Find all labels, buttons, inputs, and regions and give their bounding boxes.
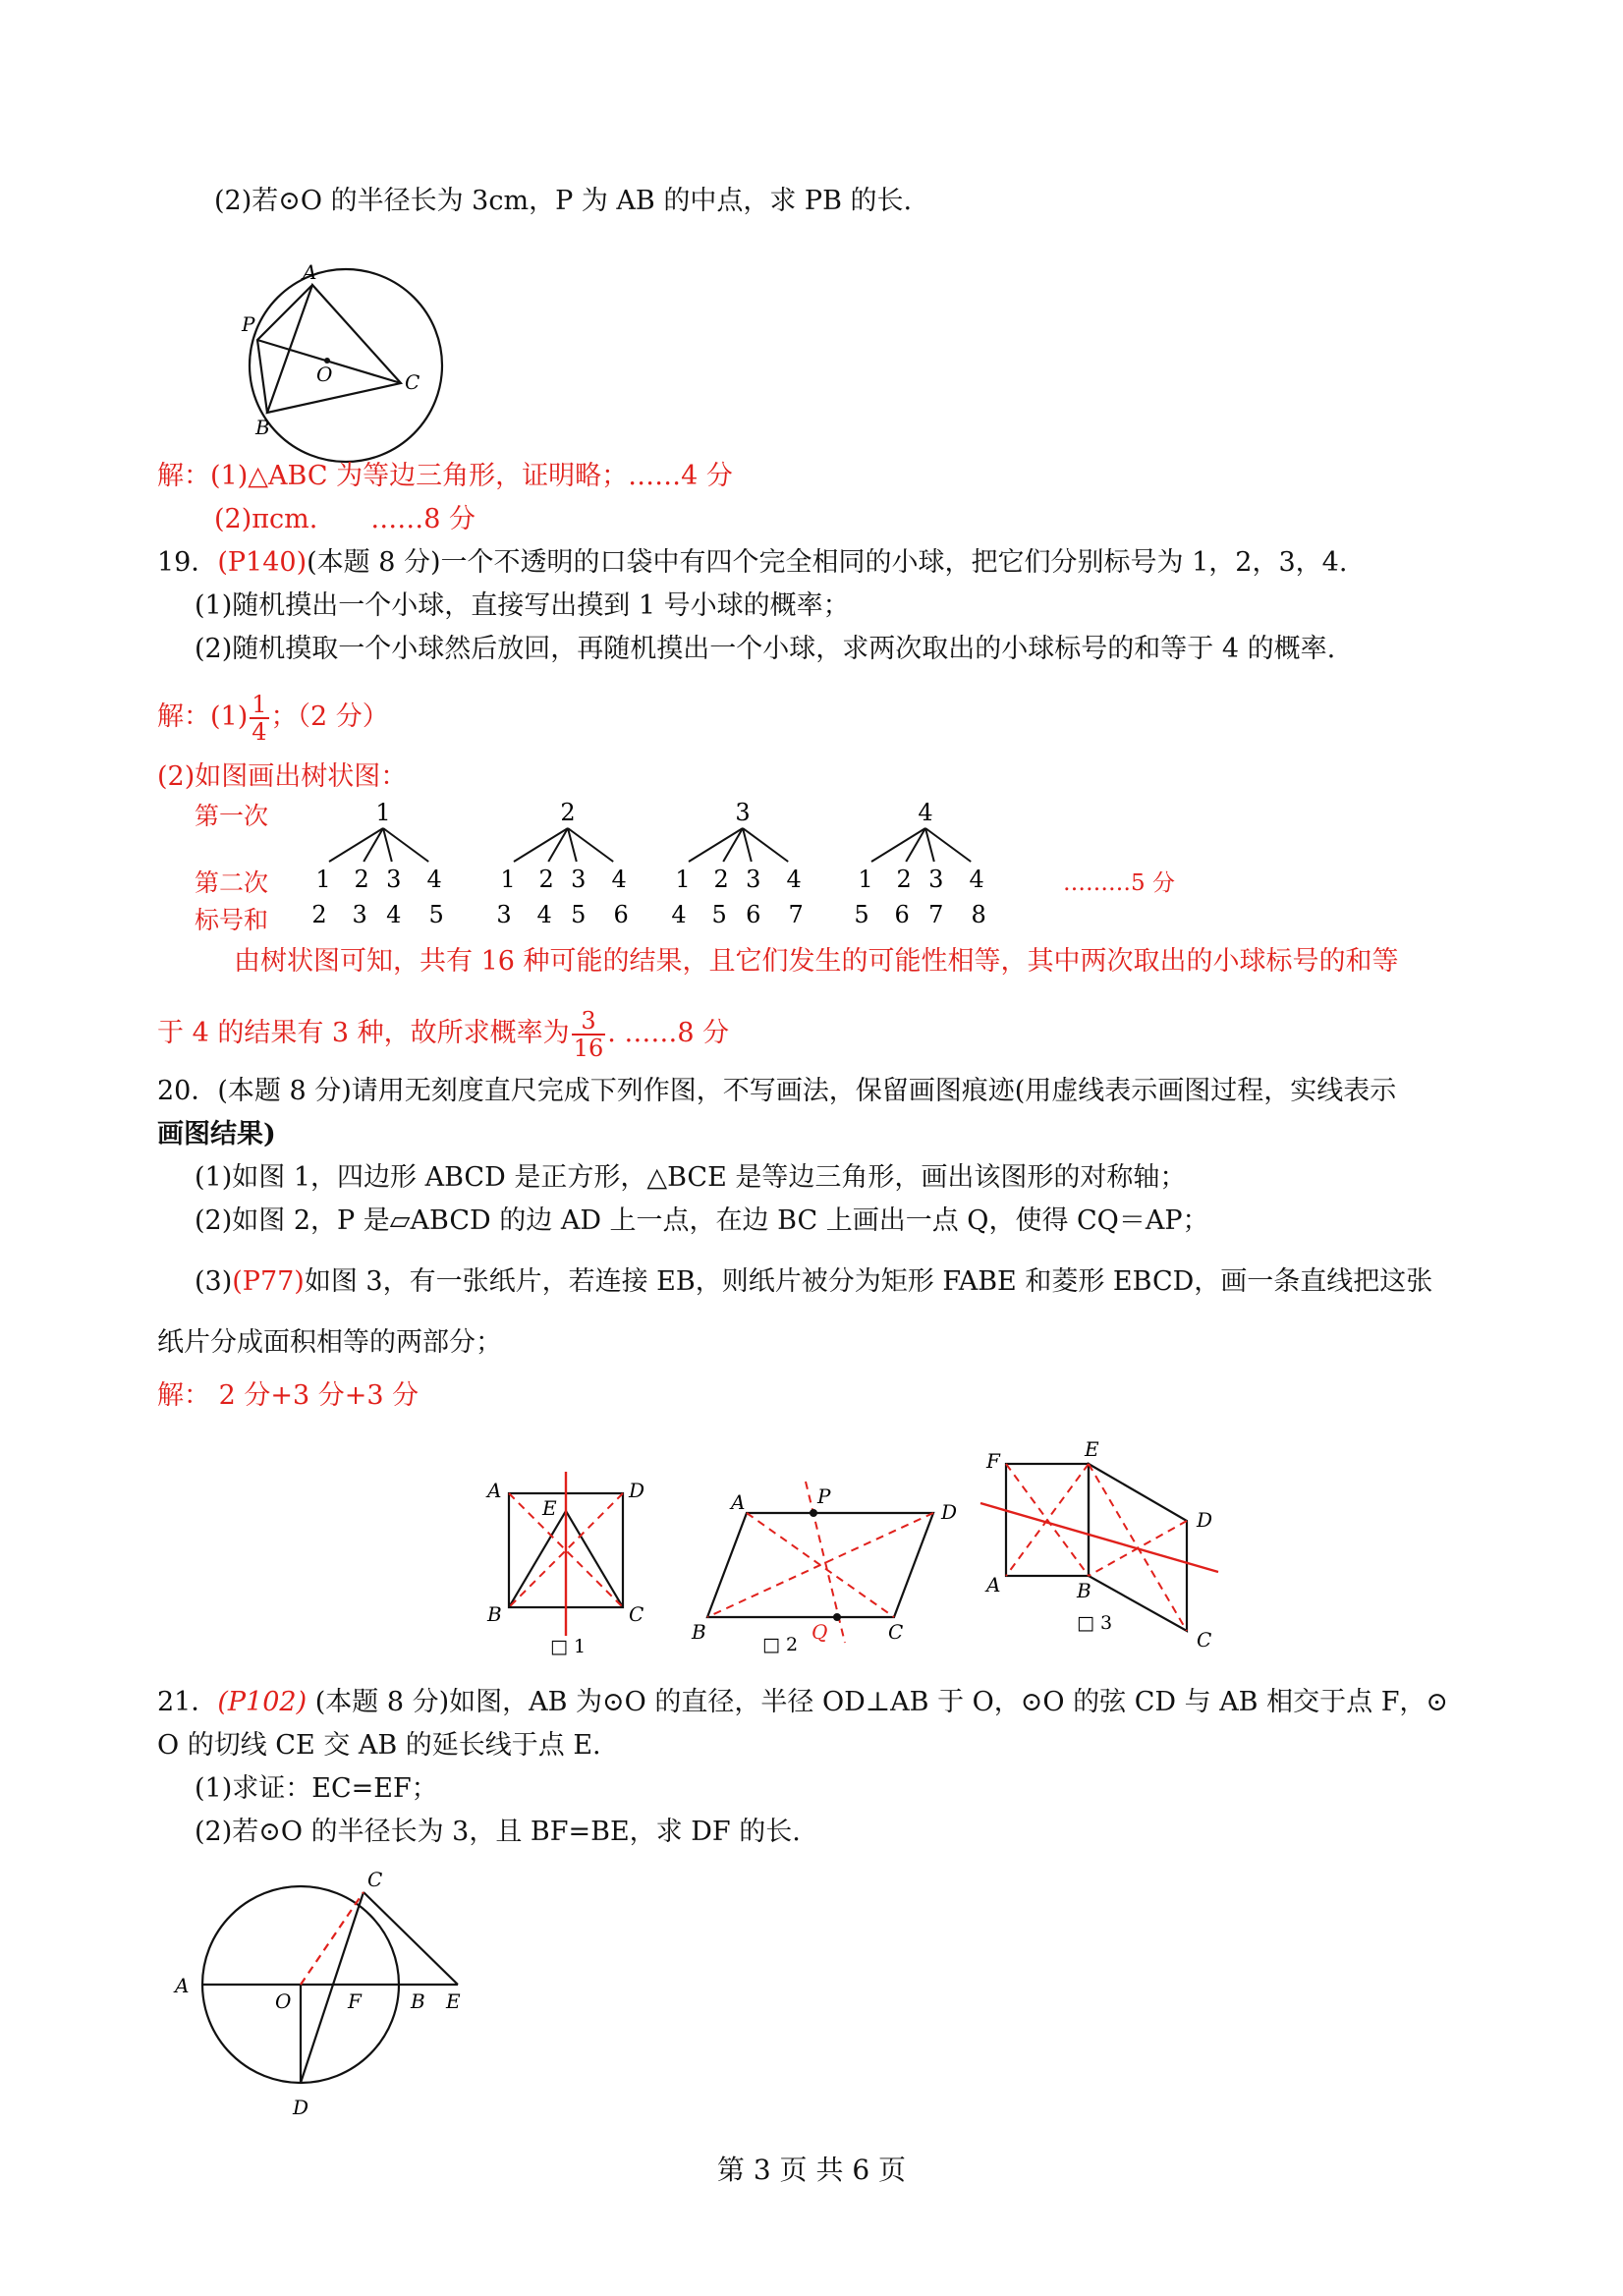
tree-sum-node: 3 bbox=[496, 901, 512, 928]
tree-second-node: 3 bbox=[746, 866, 761, 893]
q21-figure bbox=[167, 1867, 491, 2132]
tree-first-node: 2 bbox=[560, 799, 576, 826]
fig2-label-b: B bbox=[692, 1620, 706, 1644]
page-footer: 第 3 页 共 6 页 bbox=[716, 2154, 907, 2186]
q18-answer-2: (2)πcm. ……8 分 bbox=[214, 504, 476, 534]
tree-sum-node: 7 bbox=[788, 901, 804, 928]
tree-first-node: 3 bbox=[735, 799, 751, 826]
q21-label-a: A bbox=[175, 1974, 190, 1997]
q20-part1: (1)如图 1，四边形 ABCD 是正方形，△BCE 是等边三角形，画出该图形的对称轴； bbox=[195, 1162, 1187, 1193]
fig1-label-e: E bbox=[542, 1496, 557, 1520]
tree-branch bbox=[329, 828, 383, 862]
tree-second-node: 3 bbox=[928, 866, 944, 893]
tree-sum-node: 4 bbox=[671, 901, 687, 928]
q19-ans2-intro: (2)如图画出树状图： bbox=[157, 761, 408, 792]
fig2-label-c: C bbox=[888, 1620, 904, 1644]
tree-sum-node: 3 bbox=[352, 901, 367, 928]
tree-sum-node: 5 bbox=[854, 901, 869, 928]
tree-sum-node: 6 bbox=[613, 901, 629, 928]
q18-label-a: A bbox=[303, 260, 317, 284]
tree-sum-node: 7 bbox=[928, 901, 944, 928]
q19-ans2-line2 bbox=[157, 1004, 729, 1063]
q19-ans2-fraction: $\frac{3}{16}$ bbox=[573, 1006, 604, 1062]
tree-first-node: 4 bbox=[918, 799, 933, 826]
q21-ref: (P102) bbox=[217, 1687, 308, 1717]
tree-sum-node: 6 bbox=[746, 901, 761, 928]
q20-figure-3 bbox=[973, 1434, 1248, 1660]
fig3-label-d: D bbox=[1197, 1508, 1213, 1532]
tree-second-node: 3 bbox=[571, 866, 587, 893]
q21-label-b: B bbox=[411, 1989, 425, 2013]
tree-score: ………5 分 bbox=[1063, 870, 1175, 896]
q19-ans1-prefix: 解：(1) bbox=[157, 701, 249, 732]
tree-second-node: 1 bbox=[675, 866, 691, 893]
q21-part2: (2)若⊙O 的半径长为 3，且 BF=BE，求 DF 的长. bbox=[195, 1817, 801, 1847]
q21-part1: (1)求证：EC=EF； bbox=[195, 1773, 438, 1804]
q19-ans1-suffix: ；（2 分） bbox=[270, 701, 389, 732]
q20-stem: (本题 8 分)请用无刻度直尺完成下列作图，不写画法，保留画图痕迹(用虚线表示画图过程，实线表示 bbox=[217, 1076, 1397, 1106]
q21-stem2: O 的切线 CE 交 AB 的延长线于点 E. bbox=[157, 1730, 601, 1761]
tree-row1-label: 第一次 bbox=[195, 802, 269, 830]
q18-label-p: P bbox=[242, 312, 255, 336]
q20-part3-line2: 纸片分成面积相等的两部分； bbox=[157, 1327, 502, 1358]
tree-second-node: 2 bbox=[354, 866, 369, 893]
tree-second-node: 2 bbox=[713, 866, 729, 893]
q21-label-e: E bbox=[446, 1989, 461, 2013]
fig3-label-c: C bbox=[1197, 1628, 1212, 1652]
tree-second-node: 4 bbox=[611, 866, 627, 893]
q20-answer: 解： 2 分+3 分+3 分 bbox=[157, 1380, 420, 1411]
q21-label-o: O bbox=[275, 1989, 292, 2013]
fig1-caption: □ 1 bbox=[550, 1636, 587, 1657]
q18-figure bbox=[236, 255, 432, 442]
tree-second-node: 4 bbox=[969, 866, 984, 893]
tree-sum-node: 4 bbox=[386, 901, 402, 928]
tree-first-node: 1 bbox=[375, 799, 391, 826]
q19-ref: (P140) bbox=[217, 547, 308, 578]
tree-sum-node: 2 bbox=[311, 901, 327, 928]
fig2-caption: □ 2 bbox=[762, 1634, 799, 1655]
q21-stem: (本题 8 分)如图，AB 为⊙O 的直径，半径 OD⊥AB 于 O，⊙O 的弦 CD 与 AB 相交于点 F，⊙ bbox=[307, 1687, 1449, 1717]
q19-ans2-line1: 由树状图可知，共有 16 种可能的结果，且它们发生的可能性相等，其中两次取出的小球标号的和等 bbox=[234, 946, 1399, 977]
fig2-label-a: A bbox=[731, 1490, 746, 1514]
tree-second-node: 1 bbox=[500, 866, 516, 893]
q20-part2: (2)如图 2，P 是▱ABCD 的边 AD 上一点，在边 BC 上画出一点 Q，使得 CQ＝AP； bbox=[195, 1205, 1209, 1236]
tree-second-node: 4 bbox=[426, 866, 442, 893]
tree-second-node: 2 bbox=[896, 866, 912, 893]
q18-answer-1: 解：(1)△ABC 为等边三角形，证明略；……4 分 bbox=[157, 461, 733, 491]
q19-ans2-suffix: . ……8 分 bbox=[607, 1018, 730, 1048]
tree-branch bbox=[871, 828, 925, 862]
fig3-label-a: A bbox=[986, 1573, 1001, 1596]
fig3-label-e: E bbox=[1085, 1437, 1099, 1461]
q21-stem-line: 21．(P102) (本题 8 分)如图，AB 为⊙O 的直径，半径 OD⊥AB 于 O，⊙O 的弦 CD 与 AB 相交于点 F，⊙ bbox=[157, 1687, 1449, 1717]
fig3-label-b: B bbox=[1077, 1579, 1091, 1602]
q18-label-b: B bbox=[255, 416, 270, 439]
q19-ans2-prefix: 于 4 的结果有 3 种，故所求概率为 bbox=[157, 1018, 570, 1048]
tree-second-node: 3 bbox=[386, 866, 402, 893]
tree-sum-node: 8 bbox=[971, 901, 986, 928]
q20-part3: (3)(P77)如图 3，有一张纸片，若连接 EB，则纸片被分为矩形 FABE 和菱形 EBCD，画一条直线把这张 bbox=[195, 1266, 1433, 1297]
q19-stem: (本题 8 分)一个不透明的口袋中有四个完全相同的小球，把它们分别标号为 1，2，3，4. bbox=[307, 547, 1348, 578]
q19-ans1-fraction: $\frac{1}{4}$ bbox=[252, 690, 267, 746]
q20-stem2: 画图结果) bbox=[157, 1119, 276, 1149]
q18-label-o: O bbox=[316, 363, 333, 386]
tree-sum-node: 4 bbox=[536, 901, 552, 928]
q19-tree-diagram bbox=[295, 791, 1002, 948]
fig2-label-q: Q bbox=[812, 1620, 828, 1644]
q19-part1: (1)随机摸出一个小球，直接写出摸到 1 号小球的概率； bbox=[195, 590, 850, 621]
q21-label-f: F bbox=[348, 1989, 362, 2013]
tree-sum-node: 5 bbox=[571, 901, 587, 928]
fig3-caption: □ 3 bbox=[1077, 1612, 1113, 1634]
fig2-label-d: D bbox=[941, 1500, 958, 1524]
q21-label-d: D bbox=[293, 2096, 309, 2119]
q20-stem-line: 20．(本题 8 分)请用无刻度直尺完成下列作图，不写画法，保留画图痕迹(用虚线表示画图过程，实线表示 bbox=[157, 1076, 1397, 1106]
tree-branch bbox=[689, 828, 743, 862]
tree-sum-node: 5 bbox=[428, 901, 444, 928]
q18-part2: (2)若⊙O 的半径长为 3cm，P 为 AB 的中点，求 PB 的长. bbox=[214, 186, 913, 216]
tree-second-node: 1 bbox=[315, 866, 331, 893]
fig3-label-f: F bbox=[986, 1449, 1000, 1473]
tree-sum-node: 6 bbox=[894, 901, 910, 928]
q20-figure-2 bbox=[688, 1474, 973, 1660]
tree-branch bbox=[514, 828, 568, 862]
tree-second-node: 4 bbox=[786, 866, 802, 893]
tree-sum-node: 5 bbox=[711, 901, 727, 928]
tree-row2-label: 第二次 bbox=[195, 868, 269, 897]
fig1-label-b: B bbox=[487, 1602, 502, 1626]
q21-label-c: C bbox=[367, 1868, 383, 1891]
q19-part2: (2)随机摸取一个小球然后放回，再随机摸出一个小球，求两次取出的小球标号的和等于 4 的概率. bbox=[195, 634, 1336, 664]
fig2-label-p: P bbox=[817, 1484, 831, 1508]
tree-second-node: 2 bbox=[538, 866, 554, 893]
fig1-label-c: C bbox=[629, 1602, 644, 1626]
tree-second-node: 1 bbox=[858, 866, 873, 893]
q18-label-c: C bbox=[405, 370, 420, 394]
q19-answer-1 bbox=[157, 688, 389, 747]
q20-ref: (P77) bbox=[232, 1266, 305, 1297]
q19-stem-line: 19．(P140)(本题 8 分)一个不透明的口袋中有四个完全相同的小球，把它们分别标号为 1，2，3，4. bbox=[157, 547, 1348, 578]
tree-row3-label: 标号和 bbox=[195, 906, 269, 934]
fig1-label-d: D bbox=[629, 1479, 645, 1502]
q20-figure-1 bbox=[481, 1464, 658, 1660]
fig1-label-a: A bbox=[487, 1479, 502, 1502]
